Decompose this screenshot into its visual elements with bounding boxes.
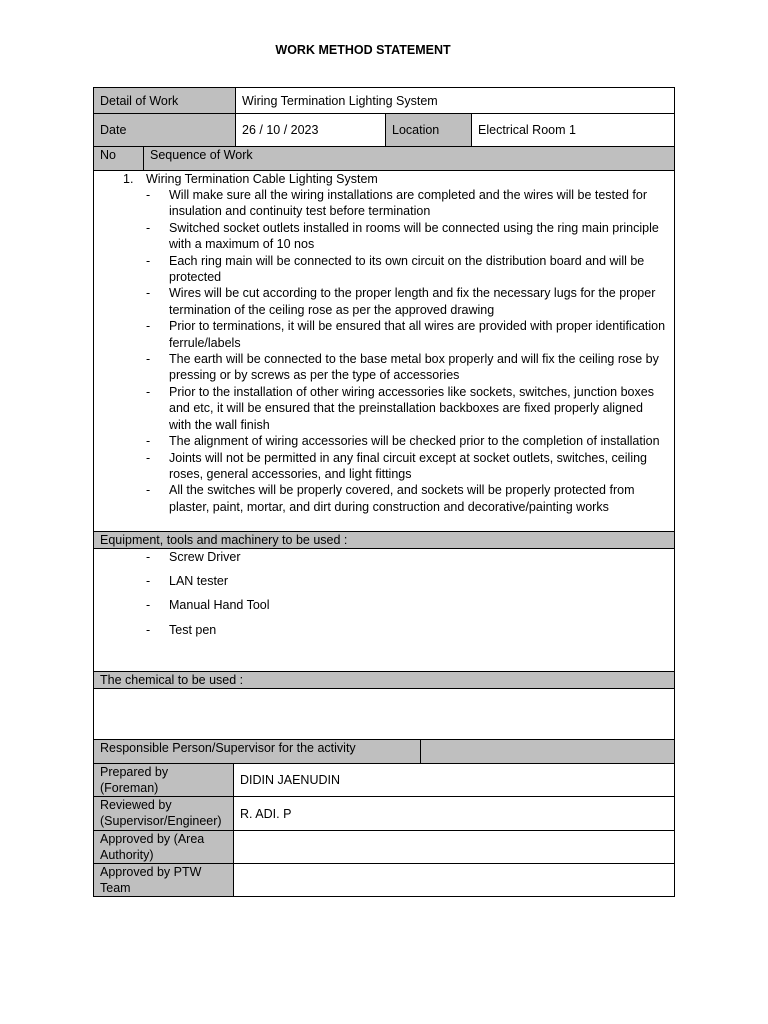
dash-marker: -	[146, 450, 151, 465]
reviewed-by-label: Reviewed by (Supervisor/Engineer)	[93, 796, 234, 831]
sequence-of-work-header: Sequence of Work	[143, 146, 675, 171]
responsible-person-label: Responsible Person/Supervisor for the activity	[93, 739, 421, 764]
dash-marker: -	[146, 286, 151, 301]
approved-by-area-value	[233, 830, 675, 864]
dash-marker: -	[146, 220, 151, 235]
item-number: 1.	[123, 172, 134, 186]
dash-marker: -	[146, 188, 151, 202]
prepared-by-value: DIDIN JAENUDIN	[233, 763, 675, 797]
approved-by-ptw-label: Approved by PTW Team	[93, 863, 234, 897]
item-title: Wiring Termination Cable Lighting System	[146, 172, 378, 186]
list-item: - All the switches will be properly covered, and sockets will be properly protected from plaster, paint, mortar, and dirt during construction and decorative/painting works	[146, 483, 635, 514]
dash-marker: -	[146, 352, 151, 367]
dash-marker: -	[146, 623, 151, 637]
responsible-person-value	[420, 739, 675, 764]
dash-marker: -	[146, 434, 151, 449]
prepared-by-label: Prepared by (Foreman)	[93, 763, 234, 797]
list-item: - The earth will be connected to the base metal box properly and will fix the ceiling rose by pressing or by screws as per the type of accessories	[146, 352, 659, 383]
sequence-list	[93, 171, 675, 515]
no-column-header: No	[93, 146, 144, 171]
date-label: Date	[93, 113, 236, 147]
list-item: - The alignment of wiring accessories will be checked prior to the completion of installation	[146, 434, 660, 449]
approved-by-area-label: Approved by (Area Authority)	[93, 830, 234, 864]
detail-of-work-label: Detail of Work	[93, 87, 236, 114]
document-title: WORK METHOD STATEMENT	[275, 43, 451, 57]
list-item: - Wires will be cut according to the proper length and fix the necessary lugs for the proper termination of the ceiling rose as per the approved drawing	[146, 286, 656, 317]
list-item: - Prior to terminations, it will be ensured that all wires are provided with proper identification ferrule/labels	[146, 319, 666, 350]
approved-by-ptw-value	[233, 863, 675, 897]
location-label: Location	[385, 113, 472, 147]
dash-marker: -	[146, 384, 151, 399]
list-item: - Will make sure all the wiring installations are completed and the wires will be tested for insulation and continuity test before termination	[146, 188, 647, 219]
location-value: Electrical Room 1	[471, 113, 675, 147]
dash-marker: -	[146, 598, 151, 612]
dash-marker: -	[146, 319, 151, 334]
reviewed-by-value: R. ADI. P	[233, 796, 675, 831]
list-item: - Switched socket outlets installed in rooms will be connected using the ring main principle with a maximum of 10 nos	[146, 220, 659, 252]
dash-marker: -	[146, 574, 151, 588]
list-item: - Prior to the installation of other wiring accessories like sockets, switches, junction boxes and etc, it will be ensured that the preinstallation backboxes are fixed properly aligned with the wall finish	[146, 384, 654, 432]
equipment-header: Equipment, tools and machinery to be used :	[93, 531, 675, 549]
chemical-body	[93, 688, 675, 740]
list-item: - Joints will not be permitted in any final circuit except at socket outlets, switches, ceiling roses, general accessories, and light fittings	[146, 450, 647, 481]
date-value: 26 / 10 / 2023	[235, 113, 386, 147]
list-item: - Each ring main will be connected to its own circuit on the distribution board and will be protected	[146, 253, 645, 285]
dash-marker: -	[146, 253, 151, 268]
detail-of-work-value: Wiring Termination Lighting System	[235, 87, 675, 114]
dash-marker: -	[146, 483, 151, 498]
dash-marker: -	[146, 550, 151, 564]
chemical-header: The chemical to be used :	[93, 671, 675, 689]
